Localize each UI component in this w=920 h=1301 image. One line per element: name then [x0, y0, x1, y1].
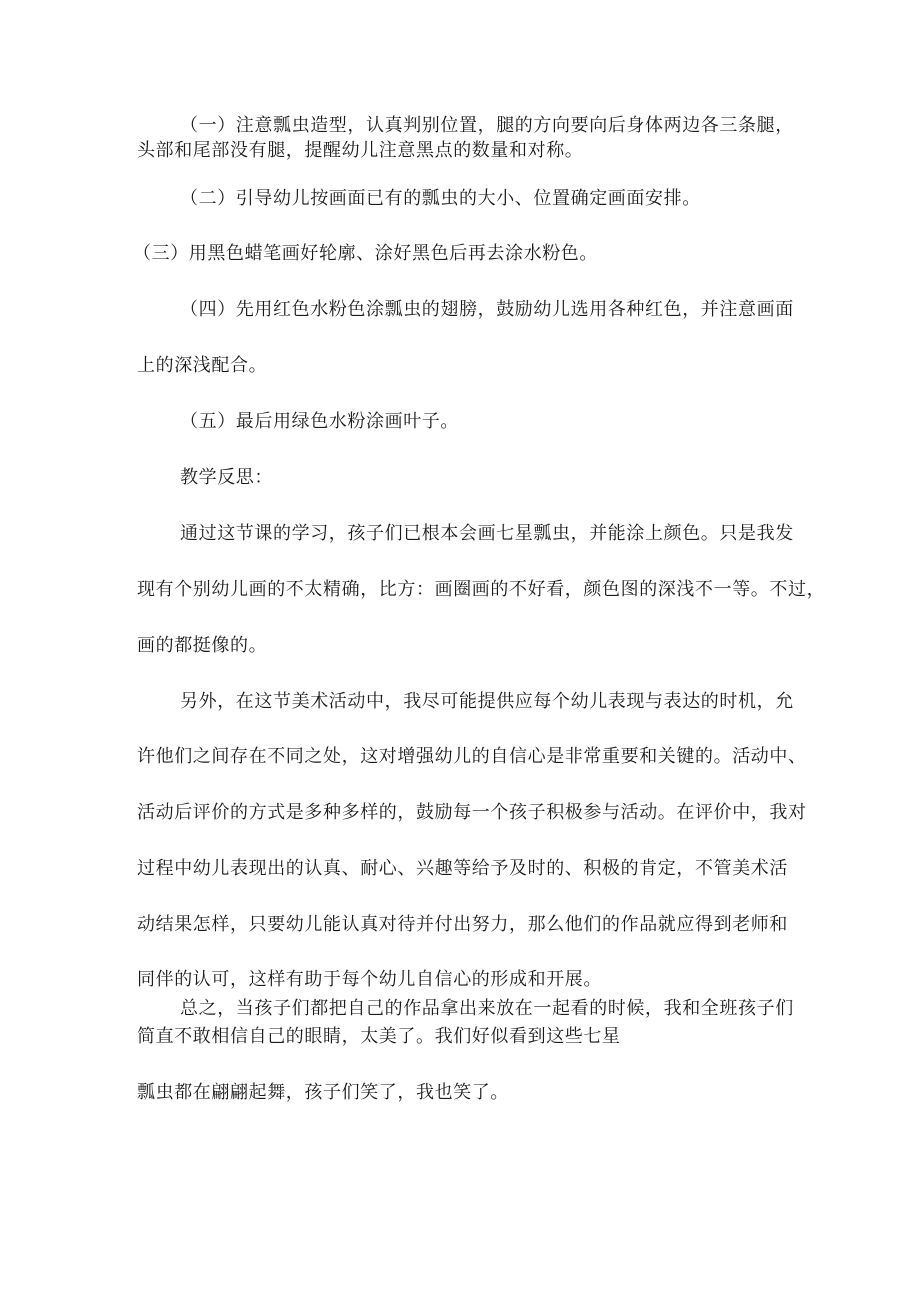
step-four-line-2: 上的深浅配合。	[137, 355, 268, 376]
reflection-para-2-line-3: 活动后评价的方式是多种多样的，鼓励每一个孩子积极参与活动。在评价中，我对	[137, 802, 807, 823]
reflection-para-2-line-4: 过程中幼儿表现出的认真、耐心、兴趣等给予及时的、积极的肯定，不管美术活	[137, 858, 788, 879]
reflection-para-1-line-2: 现有个别幼儿画的不太精确，比方：画圈画的不好看，颜色图的深浅不一等。不过，	[137, 579, 826, 600]
conclusion-line-1: 总之，当孩子们都把自己的作品拿出来放在一起看的时候，我和全班孩子们	[180, 998, 794, 1019]
reflection-para-2-line-6: 同伴的认可，这样有助于每个幼儿自信心的形成和开展。	[137, 969, 602, 990]
reflection-para-2-line-1: 另外，在这节美术活动中，我尽可能提供应每个幼儿表现与表达的时机，允	[180, 691, 794, 712]
conclusion-line-3: 瓢虫都在翩翩起舞，孩子们笑了，我也笑了。	[137, 1082, 509, 1103]
reflection-para-1-line-3: 画的都挺像的。	[137, 635, 268, 656]
step-four-line-1: （四）先用红色水粉色涂瓢虫的翅膀，鼓励幼儿选用各种红色，并注意画面	[180, 299, 794, 320]
step-one-line-1: （一）注意瓢虫造型，认真判别位置，腿的方向要向后身体两边各三条腿，	[180, 115, 794, 136]
step-five-line: （五）最后用绿色水粉涂画叶子。	[180, 411, 459, 432]
conclusion-line-2: 简直不敢相信自己的眼睛，太美了。我们好似看到这些七星	[137, 1026, 621, 1047]
reflection-para-2-line-5: 动结果怎样，只要幼儿能认真对待并付出努力，那么他们的作品就应得到老师和	[137, 914, 788, 935]
step-two-line: （二）引导幼儿按画面已有的瓢虫的大小、位置确定画面安排。	[180, 188, 701, 209]
reflection-para-2-line-2: 许他们之间存在不同之处，这对增强幼儿的自信心是非常重要和关键的。活动中、	[137, 746, 807, 767]
step-three-line: （三）用黑色蜡笔画好轮廓、涂好黑色后再去涂水粉色。	[133, 243, 598, 264]
reflection-para-1-line-1: 通过这节课的学习，孩子们已根本会画七星瓢虫，并能涂上颜色。只是我发	[180, 523, 794, 544]
reflection-heading: 教学反思：	[180, 467, 273, 488]
step-one-line-2: 头部和尾部没有腿，提醒幼儿注意黑点的数量和对称。	[137, 140, 584, 161]
